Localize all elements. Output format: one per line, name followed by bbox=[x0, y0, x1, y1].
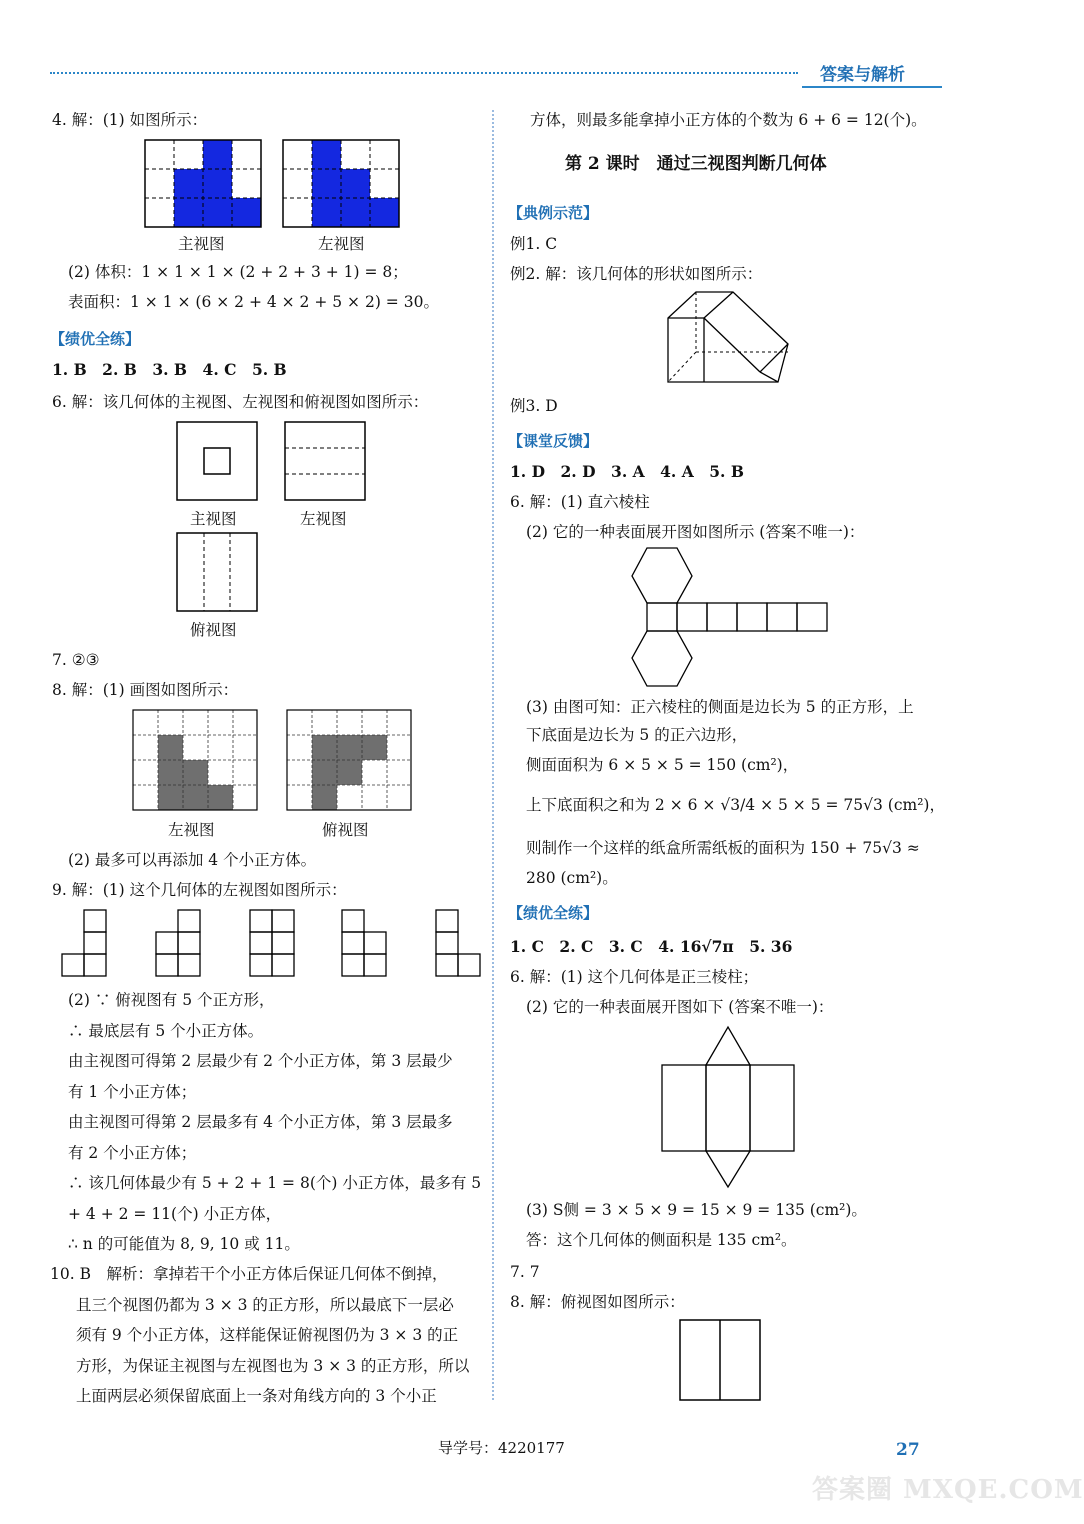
right-continuation: 方体，则最多能拿掉小正方体的个数为 6 + 6 = 12(个)。 bbox=[530, 111, 927, 129]
q9-line: 由主视图可得第 2 层最少有 2 个小正方体，第 3 层最少 bbox=[68, 1052, 453, 1070]
q6c-line: 下底面是边长为 5 的正六边形， bbox=[526, 726, 748, 744]
q4-left-view-figure bbox=[283, 140, 401, 228]
q6-cap-top: 俯视图 bbox=[190, 621, 237, 639]
p6d-line: 答：这个几何体的侧面积是 135 cm²。 bbox=[526, 1231, 797, 1249]
q6-line1: 6. 解：该几何体的主视图、左视图和俯视图如图所示： bbox=[52, 393, 429, 411]
q4-main-view-figure bbox=[145, 140, 263, 228]
p8-top-view-figure bbox=[680, 1320, 762, 1402]
header-label: 答案与解析 bbox=[820, 65, 905, 85]
q9-line: ∴ 最底层有 5 个小正方体。 bbox=[68, 1021, 264, 1040]
q9-line: 由主视图可得第 2 层最多有 4 个小正方体，第 3 层最多 bbox=[68, 1113, 453, 1131]
q10-line: 10. B 解析：拿掉若干个小正方体后保证几何体不倒掉， bbox=[50, 1265, 448, 1283]
q9-views-figure bbox=[62, 910, 482, 978]
q4-cap-main: 主视图 bbox=[178, 235, 225, 253]
q8-line2: (2) 最多可以再添加 4 个小正方体。 bbox=[68, 851, 317, 869]
example-3: 例3. D bbox=[510, 397, 558, 415]
watermark: 答案圈 MXQE.COM bbox=[812, 1475, 1084, 1505]
answers-row: 1. C 2. C 3. C 4. 16√7π 5. 36 bbox=[510, 937, 793, 956]
column-divider bbox=[492, 110, 494, 1400]
q6-left-view-figure bbox=[285, 422, 367, 502]
example-2: 例2. 解：该几何体的形状如图所示： bbox=[510, 265, 763, 283]
q6-top-view-figure bbox=[177, 533, 259, 613]
q6a-line: 6. 解：(1) 直六棱柱 bbox=[510, 493, 650, 511]
page-number: 27 bbox=[896, 1440, 920, 1460]
q6-cap-main: 主视图 bbox=[190, 510, 237, 528]
q6b-line: (2) 它的一种表面展开图如图所示 (答案不唯一)： bbox=[526, 523, 865, 541]
q9-line: ∴ n 的可能值为 8, 9, 10 或 11。 bbox=[68, 1235, 300, 1253]
q10-line: 上面两层必须保留底面上一条对角线方向的 3 个小正 bbox=[76, 1387, 437, 1405]
q10-line: 且三个视图仍都为 3 × 3 的正方形，所以最底下一层必 bbox=[76, 1295, 454, 1314]
q6-cap-left: 左视图 bbox=[300, 510, 347, 528]
q4-line3: 表面积：1 × 1 × (6 × 2 + 4 × 2 + 5 × 2) = 30。 bbox=[68, 293, 439, 311]
lesson-title: 第 2 课时 通过三视图判断几何体 bbox=[565, 154, 827, 174]
q6-main-view-figure bbox=[177, 422, 259, 502]
q10-line: 须有 9 个小正方体，这样能保证俯视图仍为 3 × 3 的正 bbox=[76, 1326, 459, 1344]
q4-line1: 4. 解：(1) 如图所示： bbox=[52, 111, 208, 129]
p8-line: 8. 解：俯视图如图所示： bbox=[510, 1293, 685, 1311]
p6c-line: (3) S侧 = 3 × 5 × 9 = 15 × 9 = 135 (cm²)。 bbox=[526, 1201, 867, 1219]
q8-cap-top: 俯视图 bbox=[322, 821, 369, 839]
answers-row: 1. D 2. D 3. A 4. A 5. B bbox=[510, 462, 744, 481]
answers-row: 1. B 2. B 3. B 4. C 5. B bbox=[52, 360, 287, 379]
q4-line2: (2) 体积：1 × 1 × 1 × (2 + 2 + 3 + 1) = 8； bbox=[68, 263, 408, 281]
q9-line: 有 2 个小正方体； bbox=[68, 1143, 197, 1162]
header-tab bbox=[802, 58, 942, 88]
p6b-line: (2) 它的一种表面展开图如下 (答案不唯一)： bbox=[526, 998, 834, 1016]
q9-line: (2) ∵ 俯视图有 5 个正方形， bbox=[68, 991, 275, 1009]
q9-line: ∴ 该几何体最少有 5 + 2 + 1 = 8(个) 小正方体，最多有 5 bbox=[68, 1174, 482, 1192]
p6a-line: 6. 解：(1) 这个几何体是正三棱柱； bbox=[510, 968, 759, 986]
header-rule bbox=[50, 72, 798, 74]
q8-cap-left: 左视图 bbox=[168, 821, 215, 839]
q9-line1: 9. 解：(1) 这个几何体的左视图如图所示： bbox=[52, 881, 347, 899]
q9-line: + 4 + 2 = 11(个) 小正方体， bbox=[68, 1204, 282, 1223]
guide-number: 导学号：4220177 bbox=[438, 1439, 565, 1457]
section-heading: 【绩优全练】 bbox=[508, 904, 599, 922]
q8-left-view-figure bbox=[133, 710, 258, 810]
tri-prism-net-figure bbox=[662, 1025, 796, 1190]
q9-line: 有 1 个小正方体； bbox=[68, 1082, 197, 1101]
q6c-line: 侧面面积为 6 × 5 × 5 = 150 (cm²)， bbox=[526, 756, 799, 774]
q10-line: 方形，为保证主视图与左视图也为 3 × 3 的正方形，所以 bbox=[76, 1356, 470, 1375]
section-heading: 【绩优全练】 bbox=[50, 330, 141, 348]
q6c-line: 上下底面积之和为 2 × 6 × √3/4 × 5 × 5 = 75√3 (cm²)， bbox=[526, 796, 945, 814]
q8-line1: 8. 解：(1) 画图如图所示： bbox=[52, 681, 239, 699]
q6c-line: (3) 由图可知：正六棱柱的侧面是边长为 5 的正方形，上 bbox=[526, 698, 914, 716]
ex2-solid-figure bbox=[668, 292, 793, 386]
hex-prism-net-figure bbox=[632, 548, 832, 710]
p7-answer: 7. 7 bbox=[510, 1263, 540, 1281]
section-heading: 【课堂反馈】 bbox=[508, 432, 599, 450]
section-heading: 【典例示范】 bbox=[508, 204, 599, 222]
example-1: 例1. C bbox=[510, 235, 558, 253]
q6c-line: 280 (cm²)。 bbox=[526, 869, 618, 887]
q6c-line: 则制作一个这样的纸盒所需纸板的面积为 150 + 75√3 ≈ bbox=[526, 839, 920, 857]
q4-cap-left: 左视图 bbox=[318, 235, 365, 253]
q8-top-view-figure bbox=[287, 710, 412, 810]
q7-answer: 7. ②③ bbox=[52, 651, 100, 669]
